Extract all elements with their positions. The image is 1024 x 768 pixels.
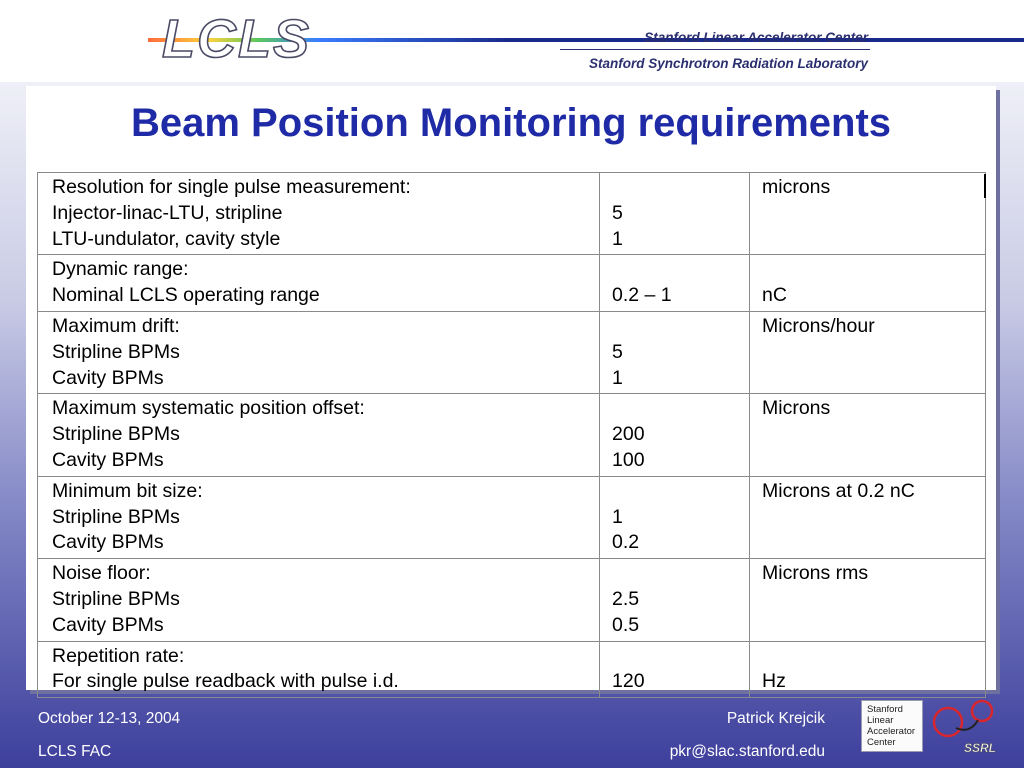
cell-line: 1 — [612, 505, 623, 528]
cell-line: 5 — [612, 340, 623, 363]
cell-line: Maximum systematic position offset: — [52, 397, 365, 420]
cell-line: Injector-linac-LTU, stripline — [52, 201, 283, 224]
footer-email: pkr@slac.stanford.edu — [669, 743, 825, 760]
cell-line: 1 — [612, 227, 623, 250]
ssrl-name: Stanford Synchrotron Radiation Laboratory — [588, 56, 868, 71]
cell-line: 0.2 — [612, 531, 640, 554]
cell-line: 100 — [612, 448, 645, 471]
cell-line: Hz — [762, 670, 786, 693]
cell-line: Microns — [762, 397, 831, 420]
table-row — [38, 394, 986, 476]
cell-line: 2.5 — [612, 587, 640, 610]
cell-line — [762, 613, 975, 639]
cell-line — [762, 227, 975, 253]
slac-badge-line: Center — [867, 737, 896, 748]
requirement-cell — [38, 311, 600, 393]
slide-content — [26, 86, 996, 693]
cell-line: microns — [762, 176, 831, 198]
cell-line: 0.5 — [612, 613, 640, 636]
cell-line — [762, 505, 975, 531]
cell-line: Stripline BPMs — [52, 587, 180, 610]
cell-line — [762, 366, 975, 392]
cell-line — [612, 561, 739, 587]
value-cell — [600, 394, 750, 476]
cell-line — [762, 530, 975, 556]
unit-cell — [750, 311, 986, 393]
cell-line: 0.2 – 1 — [612, 284, 672, 307]
cell-line — [612, 396, 739, 422]
ssrl-beamline — [956, 720, 978, 730]
lcls-logo — [148, 9, 311, 69]
ssrl-logo — [926, 698, 1000, 756]
cell-line: 5 — [612, 201, 623, 224]
cell-line — [762, 201, 975, 227]
cell-line: Nominal LCLS operating range — [52, 284, 320, 307]
slac-badge-line: Linear — [867, 715, 894, 726]
unit-cell — [750, 476, 986, 558]
cell-line: Maximum drift: — [52, 314, 180, 337]
value-cell — [600, 255, 750, 312]
slac-badge-line: Stanford — [867, 704, 903, 715]
cell-line: Stripline BPMs — [52, 423, 180, 446]
table-row — [38, 173, 986, 255]
cell-line: Microns/hour — [762, 314, 875, 337]
cell-line: Cavity BPMs — [52, 613, 164, 636]
cell-line: Microns at 0.2 nC — [762, 479, 915, 502]
value-cell — [600, 641, 750, 698]
cell-line: Stripline BPMs — [52, 505, 180, 528]
table-edge-mark — [984, 174, 986, 198]
cell-line — [762, 448, 975, 474]
lcls-logo-text: LCLS — [162, 9, 311, 69]
requirement-cell — [38, 476, 600, 558]
cell-line — [762, 340, 975, 366]
cell-line: Cavity BPMs — [52, 366, 164, 389]
value-cell — [600, 173, 750, 255]
cell-line — [612, 257, 739, 283]
unit-cell — [750, 173, 986, 255]
table-row — [38, 641, 986, 698]
ssrl-ring-left — [934, 708, 962, 736]
requirement-cell — [38, 559, 600, 641]
cell-line — [762, 257, 975, 283]
cell-line: nC — [762, 284, 787, 307]
cell-line: Cavity BPMs — [52, 448, 164, 471]
cell-line — [612, 175, 739, 201]
cell-line: Minimum bit size: — [52, 479, 203, 502]
cell-line: 1 — [612, 366, 623, 389]
cell-line: For single pulse readback with pulse i.d. — [52, 670, 399, 693]
requirements-table — [37, 172, 986, 698]
requirement-cell — [38, 173, 600, 255]
ssrl-logo-text: SSRL — [964, 741, 997, 755]
unit-cell — [750, 641, 986, 698]
cell-line: LTU-undulator, cavity style — [52, 227, 281, 250]
cell-line: Stripline BPMs — [52, 340, 180, 363]
cell-line: Microns rms — [762, 562, 869, 585]
cell-line — [762, 422, 975, 448]
table-row — [38, 476, 986, 558]
cell-line: 200 — [612, 423, 645, 446]
value-cell — [600, 476, 750, 558]
footer-author: Patrick Krejcik — [726, 710, 825, 727]
slac-badge-line: Accelerator — [867, 726, 916, 737]
cell-line: Cavity BPMs — [52, 531, 164, 554]
unit-cell — [750, 394, 986, 476]
slac-name: Stanford Linear Accelerator Center — [644, 30, 868, 45]
table-row — [38, 311, 986, 393]
cell-line: Noise floor: — [52, 562, 151, 585]
ssrl-ring-right — [972, 701, 992, 721]
cell-line — [762, 587, 975, 613]
table-row — [38, 559, 986, 641]
value-cell — [600, 559, 750, 641]
requirement-cell — [38, 641, 600, 698]
cell-line — [612, 314, 739, 340]
unit-cell — [750, 559, 986, 641]
cell-line — [612, 479, 739, 505]
slide-title: Beam Position Monitoring requirements — [130, 101, 892, 145]
slide-header — [0, 0, 1024, 82]
footer-date: October 12-13, 2004 — [38, 710, 181, 727]
cell-line — [612, 644, 739, 670]
requirement-cell — [38, 394, 600, 476]
requirement-cell — [38, 255, 600, 312]
cell-line: Resolution for single pulse measurement: — [52, 176, 411, 198]
value-cell — [600, 311, 750, 393]
cell-line: 120 — [612, 670, 645, 693]
table-row — [38, 255, 986, 312]
cell-line: Dynamic range: — [52, 258, 189, 281]
footer-event: LCLS FAC — [38, 743, 112, 760]
header-divider — [560, 49, 870, 50]
cell-line — [762, 644, 975, 670]
unit-cell — [750, 255, 986, 312]
slac-logo — [861, 700, 923, 752]
cell-line: Repetition rate: — [52, 644, 185, 667]
